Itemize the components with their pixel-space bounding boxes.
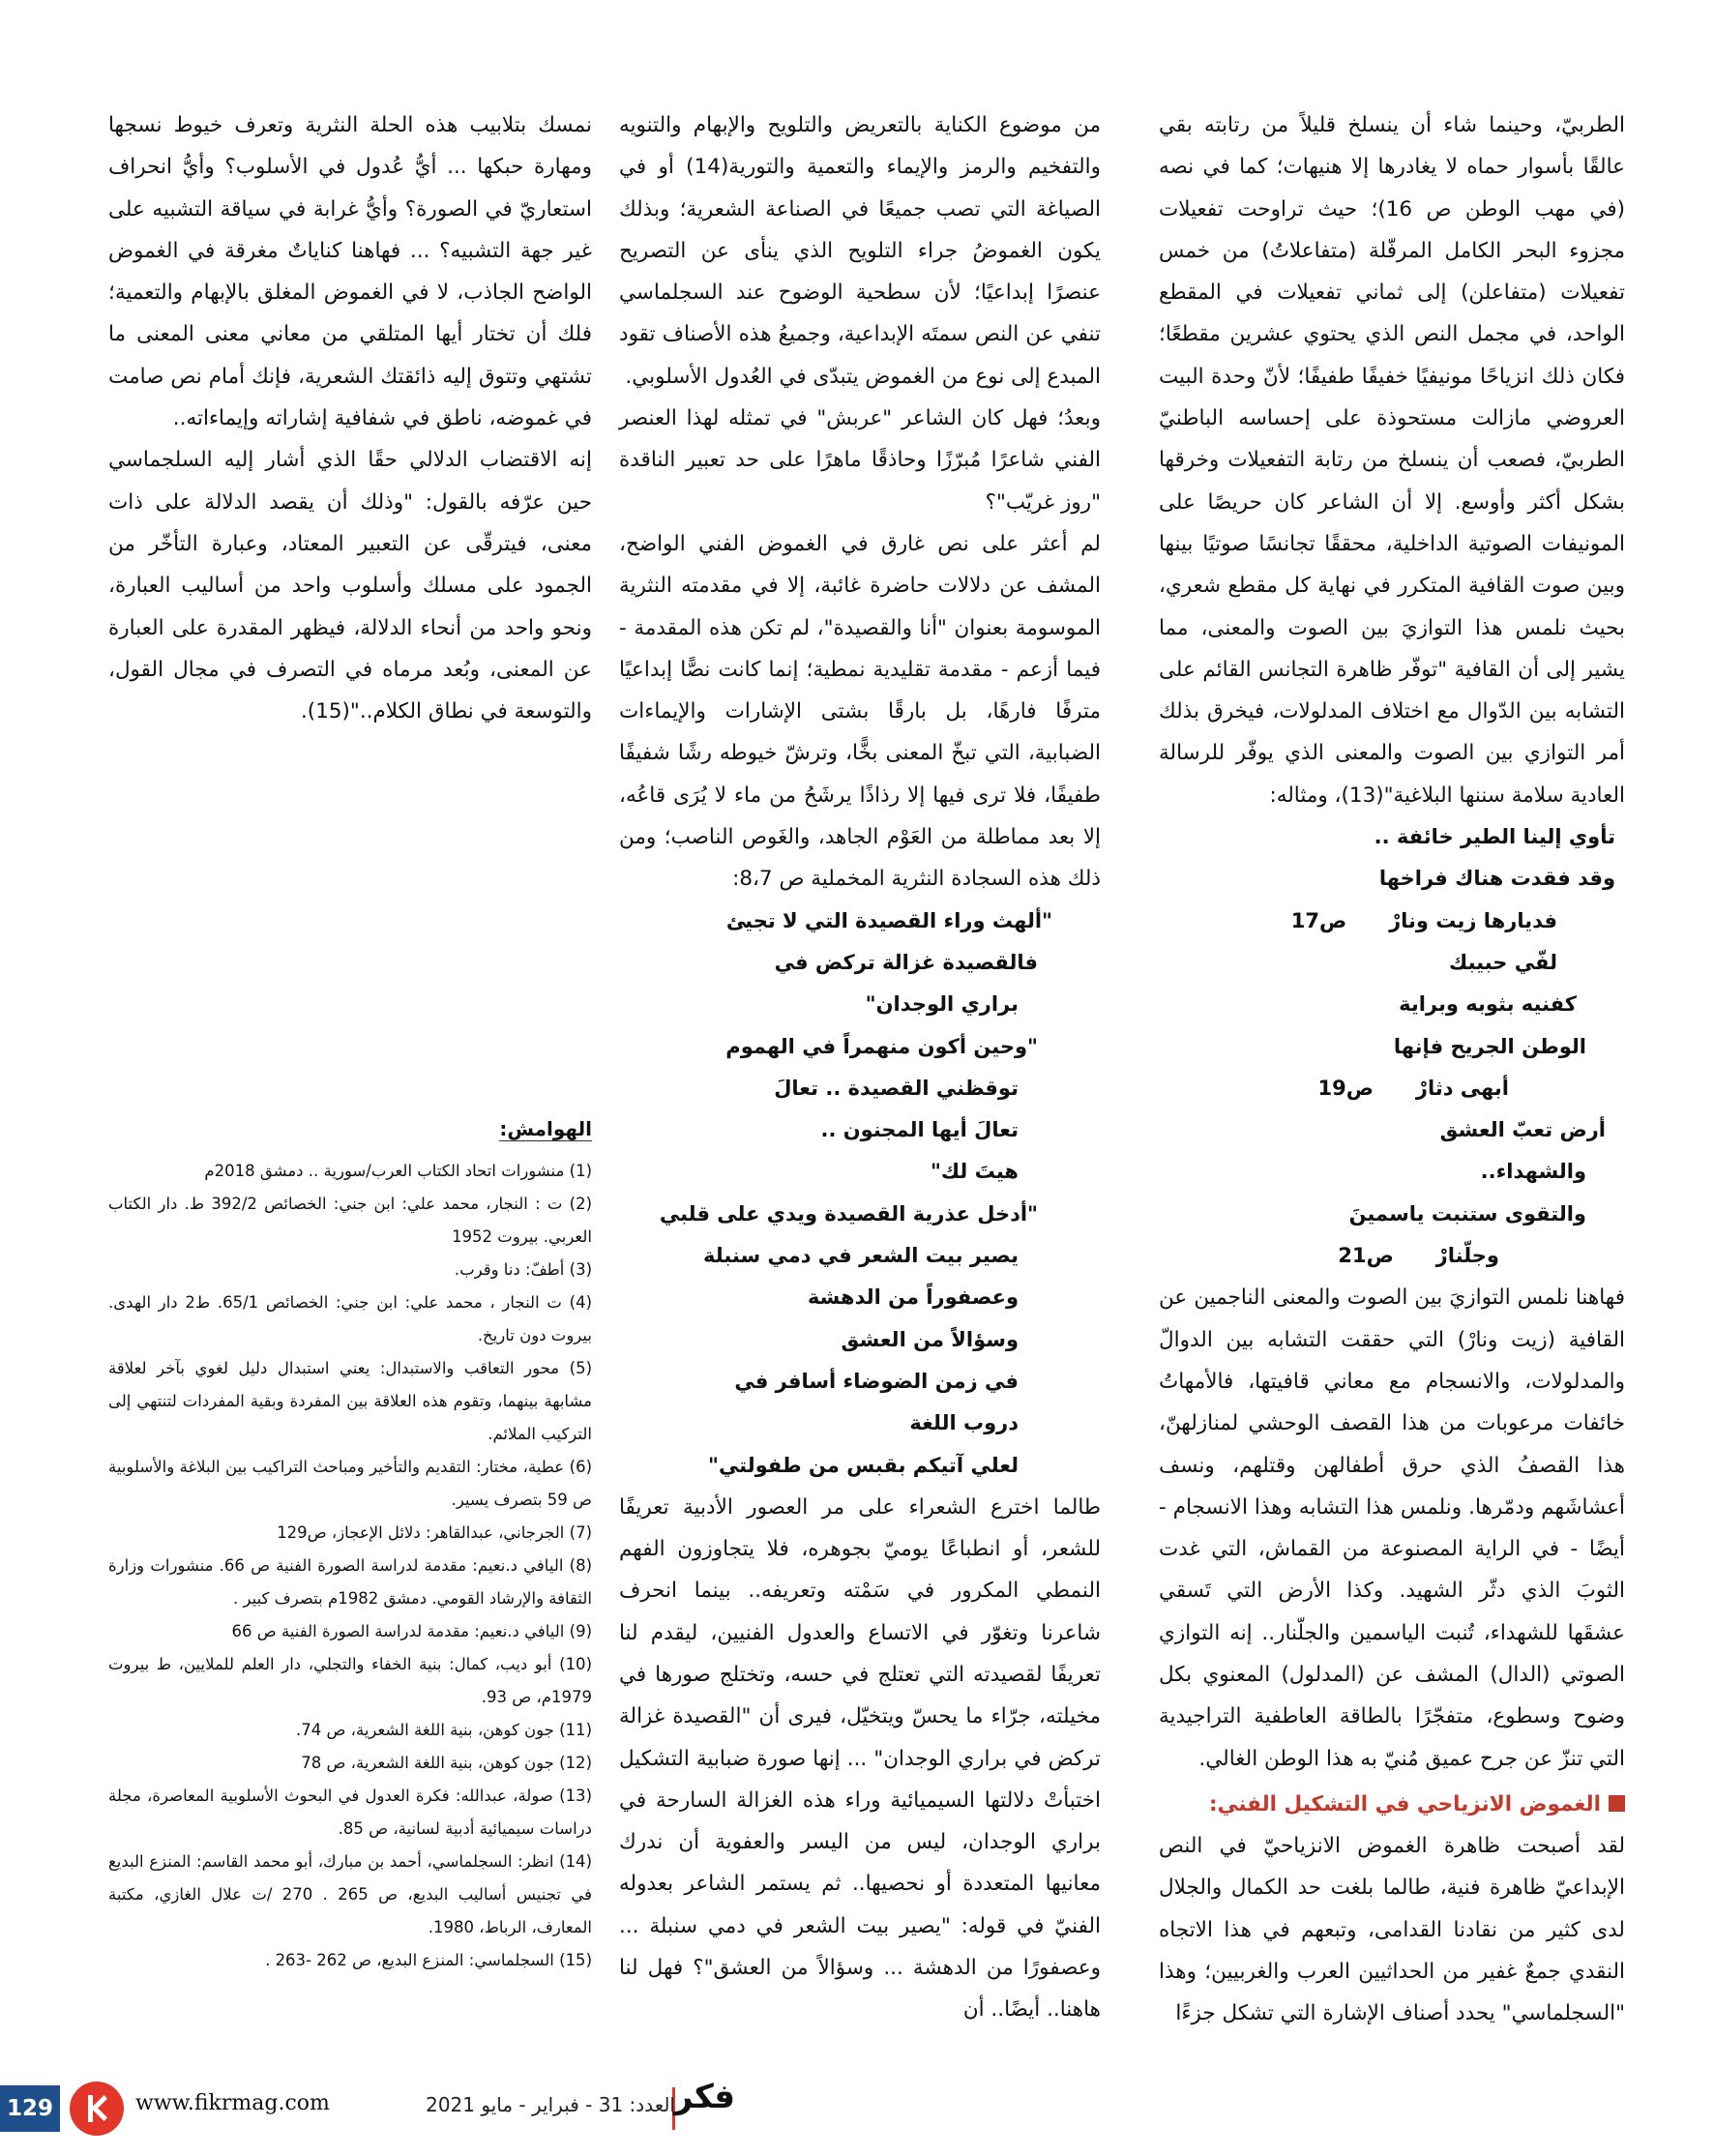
poem-line: دروب اللغة: [909, 1411, 1019, 1435]
poem-line: الوطن الجريح فإنها: [1393, 1034, 1586, 1058]
magazine-logo-icon: [70, 2082, 124, 2136]
footnote: (13) صولة، عبدالله: فكرة العدول في البحوث الأسلوبية المعاصرة، مجلة دراسات سيميائية أدبية لسانية، ص 85.: [108, 1787, 592, 1838]
footnote: (3) أطفّ: دنا وقرب.: [454, 1260, 592, 1279]
poem-line: توقظني القصيدة .. تعالَ: [774, 1076, 1019, 1100]
poem-line: "وحين أكون منهمراً في الهموم: [725, 1034, 1038, 1058]
poem-line: "ألهث وراء القصيدة التي لا تجيئ: [725, 908, 1052, 932]
issue-info: العدد: 31 - فبراير - مايو 2021: [426, 2093, 675, 2116]
paragraph: لم أعثر على نص غارق في الغموض الفني الواضح، المشف عن دلالات حاضرة غائبة، إلا في مقدمته النثرية الموسومة بعنوان "أنا والقصيدة"، لم تكن هذه المقدمة - فيما أزعم - مقدمة تقليدية نمطية؛ إنما كانت نصًّا إبداعيًا مترفًا فارهًا، بل بارقًا بشتى الإشارات والإيماءات الضبابية، التي تبخّ المعنى بخًّا، وترشّ خيوطه رشًا شفيفًا طفيفًا، فلا ترى فيها إلا رذاذًا يرشَحُ من ماء لا يُرَى قاعُه، إلا بعد مماطلة من العَوْم الجاهد، والغَوص الناصب؛ ومن ذلك هذه السجادة النثرية المخملية ص 8،7:: [619, 531, 1101, 892]
paragraph: وبعدُ؛ فهل كان الشاعر "عربش" في تمثله لهذا العنصر الفني شاعرًا مُبرّزًا وحاذقًا ماهرًا على حد تعبير الناقدة "روز غريّب"؟: [619, 406, 1101, 515]
poem-line: أرض تعبّ العشق: [1439, 1118, 1606, 1142]
poem-excerpt: [1159, 816, 1625, 1277]
footnote: (9) اليافي د.نعيم: مقدمة لدراسة الصورة الفنية ص 66: [231, 1622, 592, 1640]
footnote: (15) السجلماسي: المنزع البديع، ص 262 -263 .: [265, 1951, 592, 1969]
paragraph: نمسك بتلابيب هذه الحلة النثرية وتعرف خيوط نسجها ومهارة حبكها ... أيُّ عُدول في الأسلوب؟ وأيُّ انحراف استعاريّ في الصورة؟ وأيُّ غرابة في سياقة التشبيه على غير جهة التشبيه؟ ... فهاهنا كناياتٌ مغرقة في الغموض الواضح الجاذب، لا في الغموض المغلق بالإبهام والتعمية؛ فلك أن تختار أيها المتلقي من معاني معنى المعنى ما تشتهي وتتوق إليه ذائقتك الشعرية، فإنك أمام نص صامت في غموضه، ناطق في شفافية إشاراته وإيماءاته..: [108, 113, 592, 431]
footnotes-title: الهوامش:: [499, 1117, 592, 1140]
magazine-name: فكر: [673, 2078, 735, 2116]
paragraph: لقد أصبحت ظاهرة الغموض الانزياحيّ في النص الإبداعيّ ظاهرة فنية، طالما بلغت حد الكمال والجلال لدى كثير من نقادنا القدامى، وتبعهم في هذا الاتجاه النقدي جمعٌ غفير من الحداثيين العرب والغربيين؛ وهذا "السجلماسي" يحدد أصناف الإشارة التي تشكل جزءًا: [1159, 1834, 1625, 2026]
footnote: (10) أبو ديب، كمال: بنية الخفاء والتجلي، دار العلم للملايين، ط بيروت 1979م، ص 93.: [108, 1655, 592, 1706]
website-link[interactable]: www.fikrmag.com: [135, 2091, 330, 2115]
page-footer: [0, 2078, 1714, 2140]
footnote: (4) ت النجار ، محمد علي: ابن جني: الخصائص 65/1. ط2 دار الهدى. بيروت دون تاريخ.: [108, 1293, 592, 1344]
poem-line: تأوي إلينا الطير خائفة ..: [1374, 825, 1615, 849]
footnote: (12) جون كوهن، بنية اللغة الشعرية، ص 78: [301, 1754, 592, 1772]
poem-line: والشهداء..: [1480, 1160, 1586, 1184]
footnote: (6) عطية، مختار: التقديم والتأخير ومباحث التراكيب بين البلاغة والأسلوبية ص 59 بتصرف يسير.: [108, 1458, 592, 1509]
article-column-1: [1159, 104, 1625, 2035]
poem-line: فديارها زيت ونارْ ص17: [1290, 908, 1557, 932]
poem-line: فالقصيدة غزالة تركض في: [774, 950, 1038, 974]
footnote: (11) جون كوهن، بنية اللغة الشعرية، ص 74.: [295, 1721, 592, 1739]
poem-line: يصير بيت الشعر في دمي سنبلة: [703, 1244, 1019, 1268]
paragraph: الطربيّ، وحينما شاء أن ينسلخ قليلاً من رتابته بقي عالقًا بأسوار حماه لا يغادرها إلا هنيهات؛ كما في نصه (في مهب الوطن ص 16)؛ حيث تراوحت تفعيلات مجزوء البحر الكامل المرفّلة (متفاعلاتُ) من خمس تفعيلات (متفاعلن) إلى ثماني تفعيلات في المقطع الواحد، في مجمل النص الذي يحتوي عشرين مقطعًا؛ فكان ذلك انزياحًا مونيفيًا خفيفًا طفيفًا؛ لأنّ وحدة البيت العروضي مازالت مستحوذة على إحساسه الباطنيّ الطربيّ، فصعب أن ينسلخ من رتابة التفعيلات وخرقها بشكل أكثر وأوسع. إلا أن الشاعر كان حريصًا على المونيفات الصوتية الداخلية، محققًا تجانسًا صوتيًا بينها وبين صوت القافية المتكرر في نهاية كل مقطع شعري، بحيث نلمس هذا التوازيَ بين الصوت والمعنى، مما يشير إلى أن القافية "توفّر ظاهرة التجانس القائم على التشابه بين الدّوال مع اختلاف المدلولات، فيخرق بذلك أمر التوازي بين الصوت والمعنى الذي يوفّر للرسالة العادية سلامة سننها البلاغية"(13)، ومثاله:: [1159, 113, 1625, 808]
footnote: (7) الجرجاني، عبدالقاهر: دلائل الإعجاز، ص129: [277, 1523, 592, 1542]
poem-line: تعالَ أيها المجنون ..: [820, 1118, 1019, 1142]
poem-line: براري الوجدان": [865, 992, 1019, 1017]
poem-line: كفنيه بثوبه وبراية: [1399, 992, 1577, 1017]
poem-line: والتقوى ستنبت ياسمينَ: [1348, 1201, 1586, 1226]
poem-line: هيتَ لك": [930, 1160, 1019, 1184]
footnote: (14) انظر: السجلماسي، أحمد بن مبارك، أبو محمد القاسم: المنزع البديع في تجنيس أساليب البديع، ص 265 . 270 /ت علال الغازي، مكتبة المعارف، الرباط، 1980.: [108, 1852, 592, 1936]
poem-line: في زمن الضوضاء أسافر في: [734, 1369, 1019, 1393]
paragraph: فهاهنا نلمس التوازيَ بين الصوت والمعنى الناجمين عن القافية (زيت ونارْ) التي حققت التشابه بين الدوالّ والمدلولات، والانسجام مع معاني قافيتها، فالأمهاتُ خائفات مرعوبات من هذا القصف الوحشي لمنازلهنّ، هذا القصفُ الذي حرق أطفالهن وقتلهم، ونسف أعشاشَهم ودمّرها. ونلمس هذا التشابه وهذا الانسجام - أيضًا - في الراية المصنوعة من القماش، التي غدت الثوبَ الذي دثّر الشهيد. وكذا الأرض التي تَسقي عشقَها للشهداء، تُنبت الياسمين والجلّنار.. إنه التوازي الصوتي (الدال) المشف عن (المدلول) المعنوي بكل وضوح وسطوع، متفجّرًا بالطاقة العاطفية التراجيدية التي تنزّ عن جرح عميق مُنيّ به هذا الوطن الغالي.: [1159, 1285, 1625, 1771]
square-bullet-icon: [1609, 1795, 1625, 1812]
poem-line: لعلي آتيكم بقبس من طفولتي": [708, 1453, 1019, 1477]
section-subheading: الغموض الانزياحي في التشكيل الفني:: [1159, 1784, 1625, 1825]
poem-line: لفّي حبيبك: [1449, 950, 1557, 974]
page-number: 129: [0, 2085, 60, 2132]
footnote: (5) محور التعاقب والاستبدال: يعني استبدال دليل لغوي بآخر لعلاقة مشابهة بينهما، وتقوم هذه العلاقة بين المفردة وبقية المفردات لتنتهي إلى التركيب الملائم.: [108, 1359, 592, 1443]
footnote: (1) منشورات اتحاد الكتاب العرب/سورية .. دمشق 2018م: [204, 1162, 592, 1180]
poem-line: وجلّنارْ ص21: [1338, 1244, 1499, 1268]
poem-line: وعصفوراً من الدهشة: [807, 1285, 1019, 1310]
paragraph: طالما اخترع الشعراء على مر العصور الأدبية تعريفًا للشعر، أو انطباعًا يوميّ بجوهره، فلا يتجاوزون الفهم النمطي المكرور في سَمْته وتعريفه.. بينما انحرف شاعرنا وتغوّر في الاتساع والعدول الفنيين، ليقدم لنا تعريفًا لقصيدته التي تعتلج في حسه، وتختلج صورها في مخيلته، جرّاء ما يحسّ ويتخيّل، فيرى أن "القصيدة غزالة تركض في براري الوجدان" ... إنها صورة ضبابية التشكيل اختبأتْ دلالتها السيميائية وراء هذه الغزالة السارحة في براري الوجدان، ليس من اليسر والعفوية أن ندرك معانيها المتعددة أو نحصيها.. ثم يستمر الشاعر بعدوله الفنيّ في قوله: "يصير بيت الشعر في دمي سنبلة ... وعصفورًا من الدهشة ... وسؤالاً من العشق"؟ فهل لنا هاهنا.. أيضًا.. أن: [619, 1494, 1101, 2023]
footnote: (2) ت : النجار، محمد علي: ابن جني: الخصائص 392/2 ط. دار الكتاب العربي. بيروت 1952: [108, 1195, 592, 1246]
paragraph: من موضوع الكناية بالتعريض والتلويح والإبهام والتنويه والتفخيم والرمز والإيماء والتعمية والتورية(14) أو في الصياغة التي تصب جميعًا في الصناعة الشعرية؛ وبذلك يكون الغموضُ جراء التلويح الذي ينأى عن التصريح عنصرًا إبداعيًا؛ لأن سطحية الوضوح عند السجلماسي تنفي عن النص سمتَه الإبداعية، وجميعُ هذه الأصناف تقود المبدع إلى نوع من الغموض يتبدّى في العُدول الأسلوبي.: [619, 113, 1101, 389]
poem-line: وقد فقدت هناك فراخها: [1378, 867, 1615, 891]
poem-line: وسؤالاً من العشق: [841, 1327, 1019, 1351]
article-column-3: [108, 104, 592, 732]
paragraph: إنه الاقتضاب الدلالي حقًا الذي أشار إليه السلجماسي حين عرّفه بالقول: "وذلك أن يقصد الدلالة على ذات معنى، فيترقّى عن التعبير المعتاد، وعبارة التأخّر من الجمود على مسلك وأسلوب واحد من أساليب العبارة، ونحو واحد من أنحاء الدلالة، فيظهر المقدرة على العبارة عن المعنى، وبُعد مرماه في التصرف في مجال القول، والتوسعة في نطاق الكلام.."(15).: [108, 448, 592, 724]
article-column-2: [619, 104, 1101, 2031]
poem-excerpt: [619, 901, 1101, 1487]
poem-line: أبهى دثارْ ص19: [1317, 1076, 1509, 1100]
poem-line: "أدخل عذرية القصيدة ويدي على قلبي: [659, 1201, 1038, 1226]
footnote: (8) اليافي د.نعيم: مقدمة لدراسة الصورة الفنية ص 66. منشورات وزارة الثقافة والإرشاد القومي. دمشق 1982م بتصرف كبير .: [108, 1556, 592, 1608]
footnotes: [108, 1112, 592, 1977]
